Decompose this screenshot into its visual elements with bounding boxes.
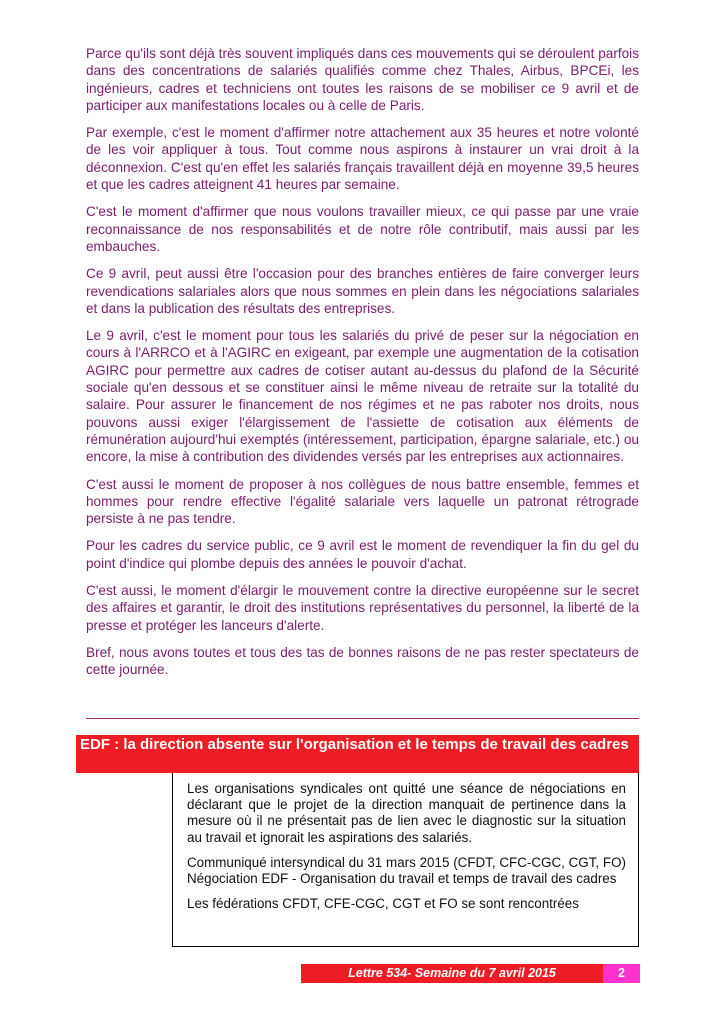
paragraph: Bref, nous avons toutes et tous des tas de bonnes raisons de ne pas rester spectateurs de cette journée. xyxy=(86,644,639,678)
section-divider xyxy=(86,718,639,719)
section-content-box xyxy=(172,773,639,947)
paragraph: Ce 9 avril, peut aussi être l'occasion pour des branches entières de faire converger leurs revendications salariales alors que nous sommes en plein dans les négociations salariales et dans la publication des résultats des entreprises. xyxy=(86,266,639,316)
page-number: 2 xyxy=(603,964,640,983)
paragraph: Par exemple, c'est le moment d'affirmer notre attachement aux 35 heures et notre volonté de les voir appliquer à tous. Tout comme nous aspirons à instaurer un vrai droit à la déconnexion. C'est qu'en effet les salariés français travaillent déjà en moyenne 39,5 heures et que les cadres atteignent 41 heures par semaine. xyxy=(86,125,639,193)
section-title: EDF : la direction absente sur l'organisation et le temps de travail des cadres xyxy=(80,736,629,753)
paragraph: C'est aussi, le moment d'élargir le mouvement contre la directive européenne sur le secret des affaires et garantir, le droit des institutions représentatives du personnel, la liberté de la presse et protéger les lanceurs d'alerte. xyxy=(86,583,639,633)
box-paragraph: Les organisations syndicales ont quitté une séance de négociations en déclarant que le projet de la direction manquait de pertinence dans la mesure où il ne présentait pas de lien avec le diagnostic sur la situation au travail et ignorait les aspirations des salariés. xyxy=(187,781,626,845)
article-body xyxy=(86,45,639,689)
paragraph: Parce qu'ils sont déjà très souvent impliqués dans ces mouvements qui se déroulent parfois dans des concentrations de salariés qualifiés comme chez Thales, Airbus, BPCEi, les ingénieurs, cadres et techniciens ont toutes les raisons de se mobiliser ce 9 avril et de participer aux manifestations locales ou à celle de Paris. xyxy=(86,46,639,113)
paragraph: C'est le moment d'affirmer que nous voulons travailler mieux, ce qui passe par une vraie reconnaissance de nos responsabilités et de notre rôle contributif, mais aussi par les embauches. xyxy=(86,204,639,254)
footer-issue-label: Lettre 534- Semaine du 7 avril 2015 xyxy=(301,964,603,983)
paragraph: Le 9 avril, c'est le moment pour tous les salariés du privé de peser sur la négociation en cours à l'ARRCO et à l'AGIRC en exigeant, par exemple une augmentation de la cotisation AGIRC pour permettre aux cadres de cotiser autant au-dessus du plafond de la Sécurité sociale qu'en dessous et se constituer ainsi le même niveau de retraite sur la totalité du salaire. Pour assurer le financement de nos régimes et ne pas raboter nos droits, nous pouvons aussi exiger l'élargissement de l'assiette de cotisation aux éléments de rémunération aujourd'hui exemptés (intéressement, participation, épargne salariale, etc.) ou encore, la mise à contribution des dividendes versés par les entreprises aux actionnaires. xyxy=(86,328,639,465)
page-footer xyxy=(301,964,640,983)
box-paragraph: Les fédérations CFDT, CFE-CGC, CGT et FO se sont rencontrées xyxy=(187,896,579,912)
section-title-banner xyxy=(76,735,639,773)
box-paragraph: Communiqué intersyndical du 31 mars 2015 (CFDT, CFC-CGC, CGT, FO) Négociation EDF - Organisation du travail et temps de travail des cadres xyxy=(187,854,626,887)
paragraph: Pour les cadres du service public, ce 9 avril est le moment de revendiquer la fin du gel du point d'indice qui plombe depuis des années le pouvoir d'achat. xyxy=(86,538,639,571)
paragraph: C'est aussi le moment de proposer à nos collègues de nous battre ensemble, femmes et hommes pour rendre effective l'égalité salariale vers laquelle un patronat rétrograde persiste à ne pas tendre. xyxy=(86,476,639,527)
